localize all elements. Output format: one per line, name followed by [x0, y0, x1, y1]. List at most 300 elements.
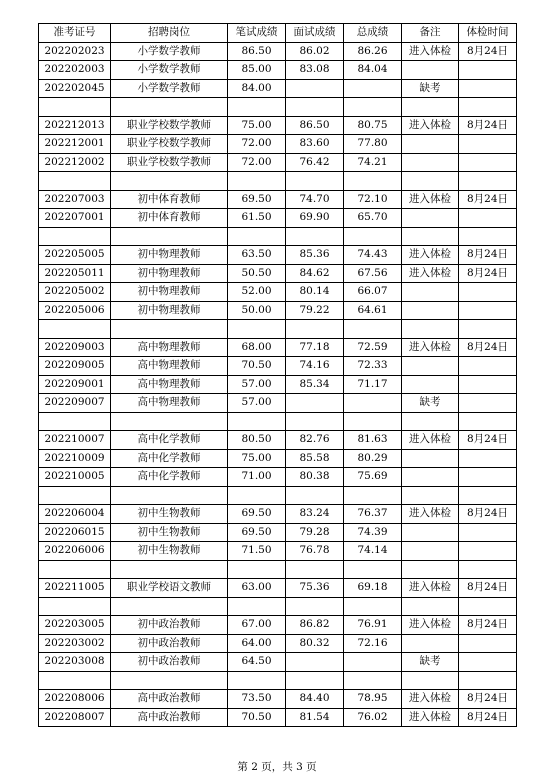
interview-score-cell: 86.50 [286, 116, 344, 135]
empty-cell [402, 671, 459, 690]
exam-id-cell: 202209001 [39, 375, 111, 394]
exam-id-cell: 202212001 [39, 135, 111, 154]
exam-id-cell: 202209005 [39, 357, 111, 376]
remarks-cell: 进入体检 [402, 431, 459, 450]
remarks-cell: 进入体检 [402, 42, 459, 61]
position-cell: 初中生物教师 [111, 523, 228, 542]
written-score-cell: 52.00 [228, 283, 286, 302]
remarks-cell: 进入体检 [402, 338, 459, 357]
table-row [39, 523, 517, 542]
total-score-cell: 72.59 [344, 338, 402, 357]
empty-cell [228, 560, 286, 579]
exam-date-cell [459, 283, 517, 302]
table-row [39, 653, 517, 672]
interview-score-cell: 84.62 [286, 264, 344, 283]
page-number: 第 2 页，共 3 页 [237, 761, 317, 773]
position-cell: 初中政治教师 [111, 653, 228, 672]
empty-cell [111, 671, 228, 690]
position-cell: 高中物理教师 [111, 338, 228, 357]
exam-id-cell: 202211005 [39, 579, 111, 598]
empty-cell [111, 227, 228, 246]
remarks-cell [402, 153, 459, 172]
written-score-cell: 86.50 [228, 42, 286, 61]
written-score-cell: 50.00 [228, 301, 286, 320]
exam-id-cell: 202205011 [39, 264, 111, 283]
empty-cell [39, 671, 111, 690]
position-cell: 初中政治教师 [111, 616, 228, 635]
results-table [38, 23, 517, 727]
exam-date-cell [459, 153, 517, 172]
empty-cell [228, 486, 286, 505]
written-score-cell: 73.50 [228, 690, 286, 709]
total-score-cell: 72.10 [344, 190, 402, 209]
header-exam-date: 体检时间 [459, 24, 517, 43]
empty-cell [286, 671, 344, 690]
interview-score-cell: 75.36 [286, 579, 344, 598]
exam-date-cell: 8月24日 [459, 616, 517, 635]
interview-score-cell: 80.32 [286, 634, 344, 653]
position-cell: 高中化学教师 [111, 468, 228, 487]
table-row [39, 357, 517, 376]
total-score-cell: 76.91 [344, 616, 402, 635]
exam-date-cell [459, 449, 517, 468]
position-cell: 初中物理教师 [111, 301, 228, 320]
remarks-cell [402, 301, 459, 320]
written-score-cell: 64.00 [228, 634, 286, 653]
exam-date-cell: 8月24日 [459, 42, 517, 61]
empty-cell [286, 412, 344, 431]
empty-cell [286, 560, 344, 579]
remarks-cell: 进入体检 [402, 690, 459, 709]
empty-cell [402, 320, 459, 339]
interview-score-cell: 85.58 [286, 449, 344, 468]
empty-cell [344, 412, 402, 431]
table-row [39, 690, 517, 709]
position-cell: 小学数学教师 [111, 79, 228, 98]
total-score-cell: 72.16 [344, 634, 402, 653]
total-score-cell: 75.69 [344, 468, 402, 487]
position-cell: 初中体育教师 [111, 209, 228, 228]
empty-cell [228, 227, 286, 246]
written-score-cell: 72.00 [228, 153, 286, 172]
table-row [39, 542, 517, 561]
exam-id-cell: 202205002 [39, 283, 111, 302]
separator-row [39, 671, 517, 690]
empty-cell [228, 412, 286, 431]
exam-date-cell [459, 468, 517, 487]
written-score-cell: 63.50 [228, 246, 286, 265]
table-row [39, 61, 517, 80]
separator-row [39, 227, 517, 246]
exam-id-cell: 202208007 [39, 708, 111, 727]
total-score-cell: 74.21 [344, 153, 402, 172]
empty-cell [344, 560, 402, 579]
table-row [39, 246, 517, 265]
interview-score-cell: 69.90 [286, 209, 344, 228]
exam-id-cell: 202212002 [39, 153, 111, 172]
table-row [39, 264, 517, 283]
interview-score-cell: 80.14 [286, 283, 344, 302]
exam-id-cell: 202210009 [39, 449, 111, 468]
empty-cell [344, 486, 402, 505]
remarks-cell [402, 542, 459, 561]
exam-date-cell [459, 542, 517, 561]
written-score-cell: 75.00 [228, 449, 286, 468]
position-cell: 高中物理教师 [111, 357, 228, 376]
total-score-cell: 66.07 [344, 283, 402, 302]
interview-score-cell: 84.40 [286, 690, 344, 709]
empty-cell [344, 320, 402, 339]
exam-id-cell: 202208006 [39, 690, 111, 709]
table-row [39, 375, 517, 394]
exam-id-cell: 202202003 [39, 61, 111, 80]
table-row [39, 708, 517, 727]
exam-id-cell: 202207003 [39, 190, 111, 209]
remarks-cell [402, 449, 459, 468]
position-cell: 职业学校数学教师 [111, 116, 228, 135]
empty-cell [228, 172, 286, 191]
empty-cell [111, 597, 228, 616]
exam-id-cell: 202205006 [39, 301, 111, 320]
interview-score-cell: 74.16 [286, 357, 344, 376]
position-cell: 初中体育教师 [111, 190, 228, 209]
exam-date-cell: 8月24日 [459, 116, 517, 135]
empty-cell [286, 486, 344, 505]
interview-score-cell: 76.42 [286, 153, 344, 172]
separator-row [39, 486, 517, 505]
exam-id-cell: 202206015 [39, 523, 111, 542]
position-cell: 职业学校语文教师 [111, 579, 228, 598]
table-row [39, 153, 517, 172]
empty-cell [39, 98, 111, 117]
table-row [39, 283, 517, 302]
exam-date-cell: 8月24日 [459, 579, 517, 598]
written-score-cell: 85.00 [228, 61, 286, 80]
table-row [39, 42, 517, 61]
position-cell: 初中物理教师 [111, 283, 228, 302]
exam-id-cell: 202202045 [39, 79, 111, 98]
total-score-cell [344, 79, 402, 98]
empty-cell [459, 671, 517, 690]
empty-cell [39, 486, 111, 505]
empty-cell [344, 671, 402, 690]
interview-score-cell [286, 79, 344, 98]
exam-id-cell: 202206006 [39, 542, 111, 561]
separator-row [39, 172, 517, 191]
empty-cell [111, 320, 228, 339]
empty-cell [402, 412, 459, 431]
total-score-cell: 65.70 [344, 209, 402, 228]
interview-score-cell: 83.60 [286, 135, 344, 154]
written-score-cell: 61.50 [228, 209, 286, 228]
header-remarks: 备注 [402, 24, 459, 43]
empty-cell [39, 560, 111, 579]
total-score-cell: 84.04 [344, 61, 402, 80]
interview-score-cell [286, 653, 344, 672]
empty-cell [344, 98, 402, 117]
total-score-cell: 74.39 [344, 523, 402, 542]
interview-score-cell: 81.54 [286, 708, 344, 727]
written-score-cell: 63.00 [228, 579, 286, 598]
interview-score-cell: 86.82 [286, 616, 344, 635]
remarks-cell [402, 468, 459, 487]
remarks-cell [402, 523, 459, 542]
empty-cell [402, 98, 459, 117]
total-score-cell: 74.43 [344, 246, 402, 265]
table-row [39, 209, 517, 228]
empty-cell [228, 671, 286, 690]
position-cell: 初中政治教师 [111, 634, 228, 653]
position-cell: 小学数学教师 [111, 61, 228, 80]
empty-cell [286, 227, 344, 246]
exam-date-cell [459, 209, 517, 228]
empty-cell [344, 227, 402, 246]
total-score-cell: 67.56 [344, 264, 402, 283]
remarks-cell: 进入体检 [402, 246, 459, 265]
interview-score-cell: 79.22 [286, 301, 344, 320]
exam-id-cell: 202212013 [39, 116, 111, 135]
table-row [39, 116, 517, 135]
exam-date-cell [459, 375, 517, 394]
total-score-cell: 76.02 [344, 708, 402, 727]
exam-id-cell: 202203008 [39, 653, 111, 672]
written-score-cell: 75.00 [228, 116, 286, 135]
position-cell: 初中生物教师 [111, 542, 228, 561]
written-score-cell: 67.00 [228, 616, 286, 635]
empty-cell [111, 412, 228, 431]
table-row [39, 431, 517, 450]
position-cell: 小学数学教师 [111, 42, 228, 61]
empty-cell [228, 98, 286, 117]
header-row [39, 24, 517, 43]
remarks-cell [402, 357, 459, 376]
interview-score-cell: 79.28 [286, 523, 344, 542]
header-interview-score: 面试成绩 [286, 24, 344, 43]
remarks-cell: 进入体检 [402, 579, 459, 598]
total-score-cell: 69.18 [344, 579, 402, 598]
exam-date-cell [459, 79, 517, 98]
position-cell: 高中化学教师 [111, 449, 228, 468]
empty-cell [459, 560, 517, 579]
exam-id-cell: 202205005 [39, 246, 111, 265]
remarks-cell: 进入体检 [402, 264, 459, 283]
written-score-cell: 84.00 [228, 79, 286, 98]
table-row [39, 79, 517, 98]
written-score-cell: 71.50 [228, 542, 286, 561]
total-score-cell: 71.17 [344, 375, 402, 394]
table-row [39, 190, 517, 209]
empty-cell [39, 320, 111, 339]
total-score-cell: 80.75 [344, 116, 402, 135]
header-written-score: 笔试成绩 [228, 24, 286, 43]
interview-score-cell: 77.18 [286, 338, 344, 357]
empty-cell [402, 560, 459, 579]
interview-score-cell: 85.36 [286, 246, 344, 265]
separator-row [39, 320, 517, 339]
interview-score-cell [286, 394, 344, 413]
position-cell: 高中政治教师 [111, 708, 228, 727]
written-score-cell: 69.50 [228, 505, 286, 524]
empty-cell [459, 227, 517, 246]
empty-cell [228, 597, 286, 616]
exam-id-cell: 202203002 [39, 634, 111, 653]
remarks-cell: 缺考 [402, 79, 459, 98]
written-score-cell: 80.50 [228, 431, 286, 450]
exam-date-cell: 8月24日 [459, 190, 517, 209]
empty-cell [228, 320, 286, 339]
empty-cell [402, 227, 459, 246]
remarks-cell [402, 375, 459, 394]
remarks-cell [402, 135, 459, 154]
exam-id-cell: 202202023 [39, 42, 111, 61]
interview-score-cell: 83.08 [286, 61, 344, 80]
written-score-cell: 57.00 [228, 394, 286, 413]
separator-row [39, 597, 517, 616]
position-cell: 高中物理教师 [111, 394, 228, 413]
interview-score-cell: 76.78 [286, 542, 344, 561]
exam-date-cell: 8月24日 [459, 708, 517, 727]
table-row [39, 135, 517, 154]
empty-cell [402, 597, 459, 616]
interview-score-cell: 80.38 [286, 468, 344, 487]
empty-cell [111, 560, 228, 579]
empty-cell [286, 320, 344, 339]
total-score-cell: 64.61 [344, 301, 402, 320]
exam-date-cell [459, 61, 517, 80]
table-row [39, 579, 517, 598]
exam-id-cell: 202203005 [39, 616, 111, 635]
exam-date-cell: 8月24日 [459, 338, 517, 357]
exam-id-cell: 202210005 [39, 468, 111, 487]
total-score-cell: 81.63 [344, 431, 402, 450]
total-score-cell: 80.29 [344, 449, 402, 468]
empty-cell [286, 597, 344, 616]
total-score-cell [344, 394, 402, 413]
empty-cell [39, 227, 111, 246]
table-row [39, 449, 517, 468]
exam-date-cell: 8月24日 [459, 431, 517, 450]
position-cell: 高中化学教师 [111, 431, 228, 450]
table-row [39, 634, 517, 653]
interview-score-cell: 85.34 [286, 375, 344, 394]
position-cell: 职业学校数学教师 [111, 135, 228, 154]
empty-cell [459, 98, 517, 117]
table-row [39, 468, 517, 487]
exam-date-cell [459, 357, 517, 376]
remarks-cell: 进入体检 [402, 708, 459, 727]
written-score-cell: 64.50 [228, 653, 286, 672]
empty-cell [459, 412, 517, 431]
remarks-cell: 进入体检 [402, 190, 459, 209]
exam-id-cell: 202209003 [39, 338, 111, 357]
position-cell: 高中物理教师 [111, 375, 228, 394]
remarks-cell: 缺考 [402, 394, 459, 413]
interview-score-cell: 86.02 [286, 42, 344, 61]
table-row [39, 338, 517, 357]
exam-date-cell: 8月24日 [459, 246, 517, 265]
total-score-cell: 77.80 [344, 135, 402, 154]
total-score-cell: 86.26 [344, 42, 402, 61]
empty-cell [459, 172, 517, 191]
empty-cell [111, 486, 228, 505]
separator-row [39, 412, 517, 431]
total-score-cell: 76.37 [344, 505, 402, 524]
remarks-cell: 进入体检 [402, 116, 459, 135]
written-score-cell: 69.50 [228, 523, 286, 542]
remarks-cell: 进入体检 [402, 505, 459, 524]
total-score-cell [344, 653, 402, 672]
empty-cell [286, 98, 344, 117]
total-score-cell: 72.33 [344, 357, 402, 376]
table-row [39, 394, 517, 413]
empty-cell [286, 172, 344, 191]
empty-cell [344, 597, 402, 616]
empty-cell [459, 320, 517, 339]
position-cell: 初中物理教师 [111, 246, 228, 265]
exam-date-cell [459, 301, 517, 320]
position-cell: 职业学校数学教师 [111, 153, 228, 172]
separator-row [39, 98, 517, 117]
empty-cell [459, 597, 517, 616]
written-score-cell: 71.00 [228, 468, 286, 487]
exam-date-cell [459, 634, 517, 653]
position-cell: 初中物理教师 [111, 264, 228, 283]
exam-date-cell [459, 394, 517, 413]
empty-cell [39, 597, 111, 616]
empty-cell [402, 486, 459, 505]
exam-id-cell: 202207001 [39, 209, 111, 228]
exam-date-cell [459, 523, 517, 542]
total-score-cell: 74.14 [344, 542, 402, 561]
written-score-cell: 50.50 [228, 264, 286, 283]
remarks-cell [402, 634, 459, 653]
remarks-cell [402, 61, 459, 80]
empty-cell [402, 172, 459, 191]
table-row [39, 301, 517, 320]
table-row [39, 616, 517, 635]
interview-score-cell: 74.70 [286, 190, 344, 209]
exam-id-cell: 202210007 [39, 431, 111, 450]
written-score-cell: 57.00 [228, 375, 286, 394]
exam-id-cell: 202206004 [39, 505, 111, 524]
remarks-cell [402, 209, 459, 228]
header-exam-id: 准考证号 [39, 24, 111, 43]
empty-cell [111, 172, 228, 191]
empty-cell [344, 172, 402, 191]
total-score-cell: 78.95 [344, 690, 402, 709]
empty-cell [459, 486, 517, 505]
position-cell: 高中政治教师 [111, 690, 228, 709]
written-score-cell: 68.00 [228, 338, 286, 357]
position-cell: 初中生物教师 [111, 505, 228, 524]
remarks-cell [402, 283, 459, 302]
exam-date-cell: 8月24日 [459, 690, 517, 709]
empty-cell [39, 172, 111, 191]
table-row [39, 505, 517, 524]
written-score-cell: 70.50 [228, 357, 286, 376]
empty-cell [39, 412, 111, 431]
interview-score-cell: 83.24 [286, 505, 344, 524]
written-score-cell: 72.00 [228, 135, 286, 154]
exam-date-cell [459, 135, 517, 154]
remarks-cell: 缺考 [402, 653, 459, 672]
header-total-score: 总成绩 [344, 24, 402, 43]
exam-date-cell: 8月24日 [459, 505, 517, 524]
header-position: 招聘岗位 [111, 24, 228, 43]
separator-row [39, 560, 517, 579]
exam-date-cell [459, 653, 517, 672]
exam-id-cell: 202209007 [39, 394, 111, 413]
